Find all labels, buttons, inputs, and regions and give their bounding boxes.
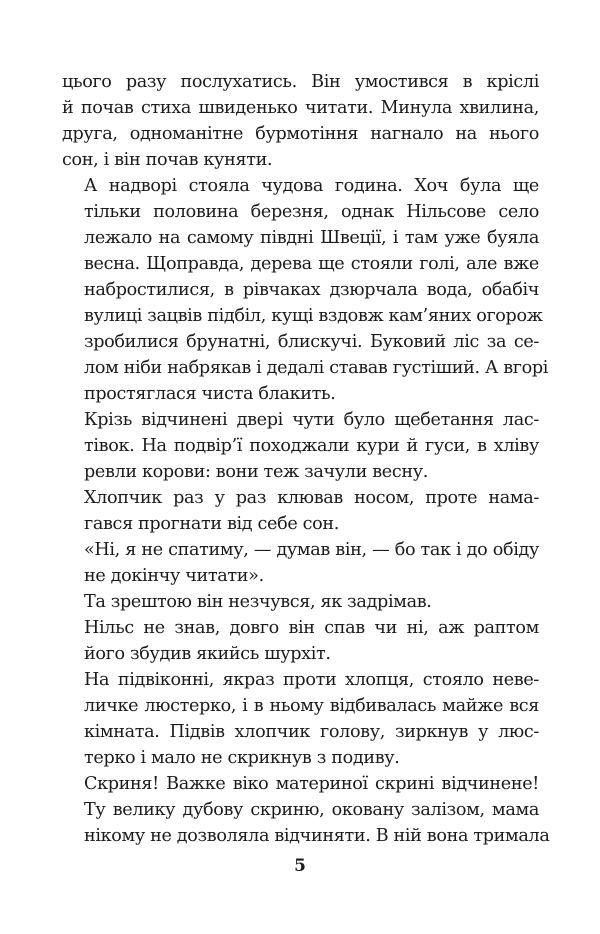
text-line: Ту велику дубову скриню, оковану залізом, мама bbox=[84, 800, 539, 820]
text-line: На підвіконні, якраз проти хлопця, стояло неве- bbox=[84, 670, 539, 690]
text-line: цього разу послухатись. Він умостився в кріслі bbox=[62, 72, 539, 92]
paragraph-2 bbox=[62, 173, 549, 407]
paragraph-6 bbox=[62, 589, 539, 615]
paragraph-8 bbox=[62, 667, 539, 771]
text-line: й почав стиха швиденько читати. Минула хвилина, bbox=[62, 98, 539, 118]
page-body bbox=[62, 69, 550, 849]
text-line: весна. Щоправда, дерева ще стояли голі, але вже bbox=[84, 254, 539, 274]
text-line: вулиці зацвів підбіл, кущі вздовж кам’яних огорож bbox=[84, 306, 543, 326]
text-line: А надворі стояла чудова година. Хоч була ще bbox=[84, 176, 539, 196]
text-line: Та зрештою він незчувся, як задрімав. bbox=[84, 592, 432, 612]
text-line: личке люстерко, і в ньому відбивалась майже вся bbox=[84, 696, 539, 716]
text-line: зробилися брунатні, блискучі. Буковий ліс за се- bbox=[84, 332, 539, 352]
text-line: гався прогнати від себе сон. bbox=[84, 514, 340, 534]
text-line: нікому не дозволяла відчиняти. В ній вона тримала bbox=[84, 826, 550, 846]
text-line: Нільс не знав, довго він спав чи ні, аж раптом bbox=[84, 618, 539, 638]
text-line: лежало на самому півдні Швеції, і там уже буяла bbox=[84, 228, 539, 248]
text-line: Скриня! Важке віко материної скрині відчинене! bbox=[84, 774, 539, 794]
text-line: «Ні, я не спатиму, — думав він, — бо так і до обіду bbox=[84, 540, 539, 560]
text-line: тільки половина березня, однак Нільсове село bbox=[84, 202, 539, 222]
text-line: сон, і він почав куняти. bbox=[62, 150, 273, 170]
text-line: Крізь відчинені двері чути було щебетання лас- bbox=[84, 410, 539, 430]
paragraph-4 bbox=[62, 485, 539, 537]
paragraph-9 bbox=[62, 771, 539, 797]
paragraph-5 bbox=[62, 537, 539, 589]
paragraph-10 bbox=[62, 797, 550, 849]
text-line: друга, одноманітне бурмотіння нагнало на нього bbox=[62, 124, 539, 144]
text-line: кімната. Підвів хлопчик голову, зиркнув у люс- bbox=[84, 722, 539, 742]
text-line: ревли корови: вони теж зачули весну. bbox=[84, 462, 428, 482]
text-line: лом ніби набрякав і дедалі ставав густіший. А вгорі bbox=[84, 358, 549, 378]
text-line: простяглася чиста блакить. bbox=[84, 384, 336, 404]
text-line: тівок. На подвір’ї походжали кури й гуси, в хліву bbox=[84, 436, 539, 456]
page-number: 5 bbox=[294, 856, 306, 876]
text-line: його збудив якийсь шурхіт. bbox=[84, 644, 331, 664]
paragraph-3 bbox=[62, 407, 539, 485]
text-line: набростилися, в рівчаках дзюрчала вода, обабіч bbox=[84, 280, 539, 300]
paragraph-7 bbox=[62, 615, 539, 667]
text-line: Хлопчик раз у раз клював носом, проте нама- bbox=[84, 488, 539, 508]
paragraph-1 bbox=[62, 69, 539, 173]
text-line: не докінчу читати». bbox=[84, 566, 264, 586]
text-line: терко і мало не скрикнув з подиву. bbox=[84, 748, 400, 768]
